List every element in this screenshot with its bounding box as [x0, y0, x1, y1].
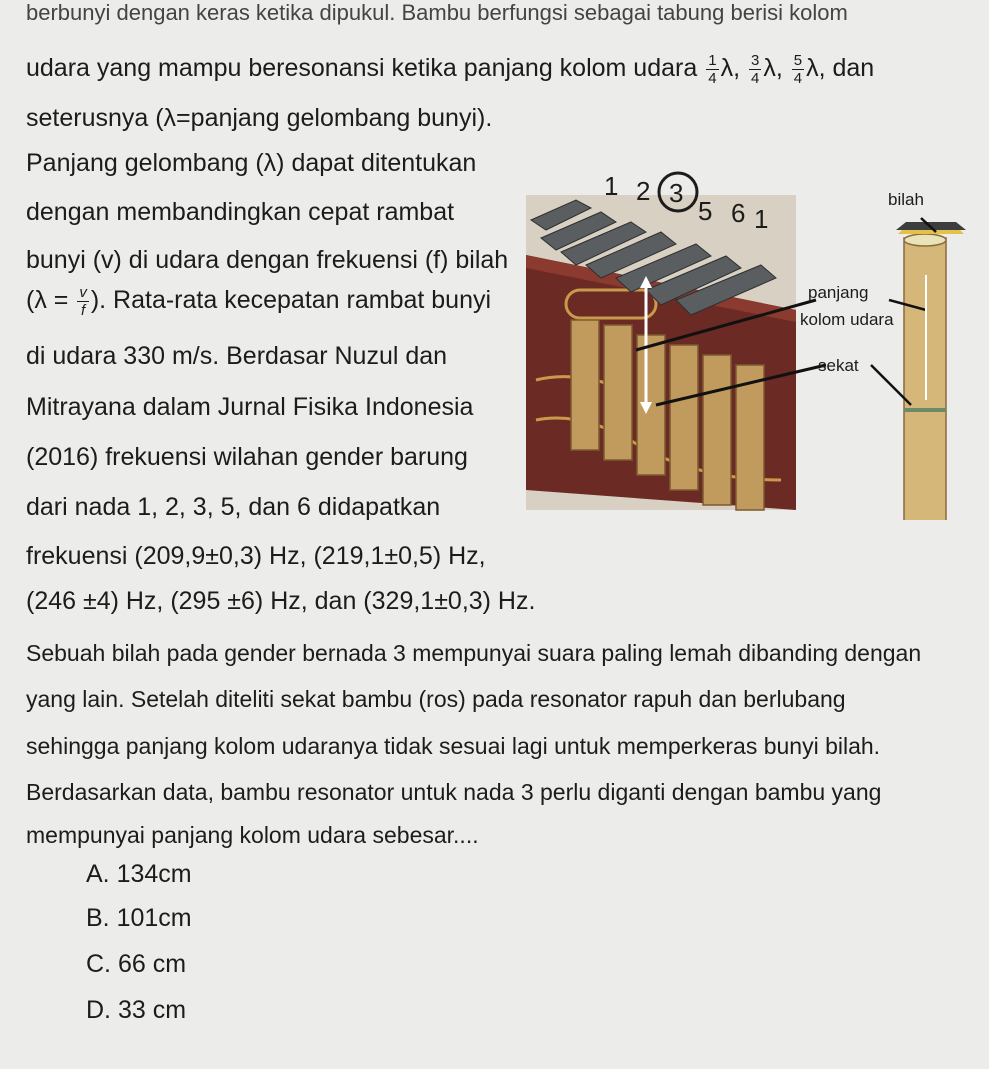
text-line-formula: (λ = $\frac{v}{f}$ ). Rata-rata kecepatan rambat bunyi	[26, 284, 492, 319]
text-line: mempunyai panjang kolom udara sebesar....	[26, 822, 479, 848]
option-a[interactable]: A. 134cm	[86, 860, 192, 888]
text-line: di udara 330 m/s. Berdasar Nuzul dan	[26, 342, 448, 370]
text-line: (246 ±4) Hz, (295 ±6) Hz, dan (329,1±0,3) Hz.	[26, 587, 536, 615]
text-line: yang lain. Setelah diteliti sekat bambu (ros) pada resonator rapuh dan berlubang	[26, 686, 846, 712]
text-line-fractions: udara yang mampu beresonansi ketika panjang kolom udara $\frac{1}{4}$ λ, $\frac{3}{4}$ λ, $\frac{5}{4}$ λ, dan	[26, 52, 875, 87]
text-line: Berdasarkan data, bambu resonator untuk nada 3 perlu diganti dengan bambu yang	[26, 779, 882, 805]
option-c[interactable]: C. 66 cm	[86, 950, 187, 978]
label-panjang: panjang	[808, 283, 869, 302]
gender-barung-figure	[526, 160, 981, 520]
text-line: Panjang gelombang (λ) dapat ditentukan	[26, 149, 477, 177]
note-label: 1	[754, 204, 769, 234]
note-label: 3	[669, 178, 684, 208]
text-line: bunyi (v) di udara dengan frekuensi (f) bilah	[26, 246, 509, 274]
fraction: $\frac{3}{4}$	[750, 52, 760, 87]
label-bilah: bilah	[888, 190, 924, 209]
text-line: dari nada 1, 2, 3, 5, dan 6 didapatkan	[26, 493, 441, 521]
note-label: 2	[636, 176, 651, 206]
text-line: sehingga panjang kolom udaranya tidak sesuai lagi untuk memperkeras bunyi bilah.	[26, 733, 881, 759]
fraction: $\frac{5}{4}$	[793, 52, 803, 87]
note-label: 6	[731, 198, 746, 228]
option-b[interactable]: B. 101cm	[86, 904, 192, 932]
fraction: $\frac{v}{f}$	[79, 284, 87, 319]
label-sekat: sekat	[818, 356, 859, 375]
text-line: frekuensi (209,9±0,3) Hz, (219,1±0,5) Hz,	[26, 542, 486, 570]
text-line: Mitrayana dalam Jurnal Fisika Indonesia	[26, 393, 474, 421]
bamboo-diagram	[896, 222, 966, 520]
text-line: (2016) frekuensi wilahan gender barung	[26, 443, 468, 471]
text-line: seterusnya (λ=panjang gelombang bunyi).	[26, 104, 493, 132]
text-line: Sebuah bilah pada gender bernada 3 mempunyai suara paling lemah dibanding dengan	[26, 640, 922, 666]
label-kolom-udara: kolom udara	[800, 310, 894, 329]
text-line: berbunyi dengan keras ketika dipukul. Bambu berfungsi sebagai tabung berisi kolom	[26, 0, 848, 25]
note-label: 5	[698, 196, 713, 226]
text-line: dengan membandingkan cepat rambat	[26, 198, 455, 226]
fraction: $\frac{1}{4}$	[708, 52, 717, 87]
option-d[interactable]: D. 33 cm	[86, 996, 187, 1024]
note-label: 1	[604, 171, 619, 201]
